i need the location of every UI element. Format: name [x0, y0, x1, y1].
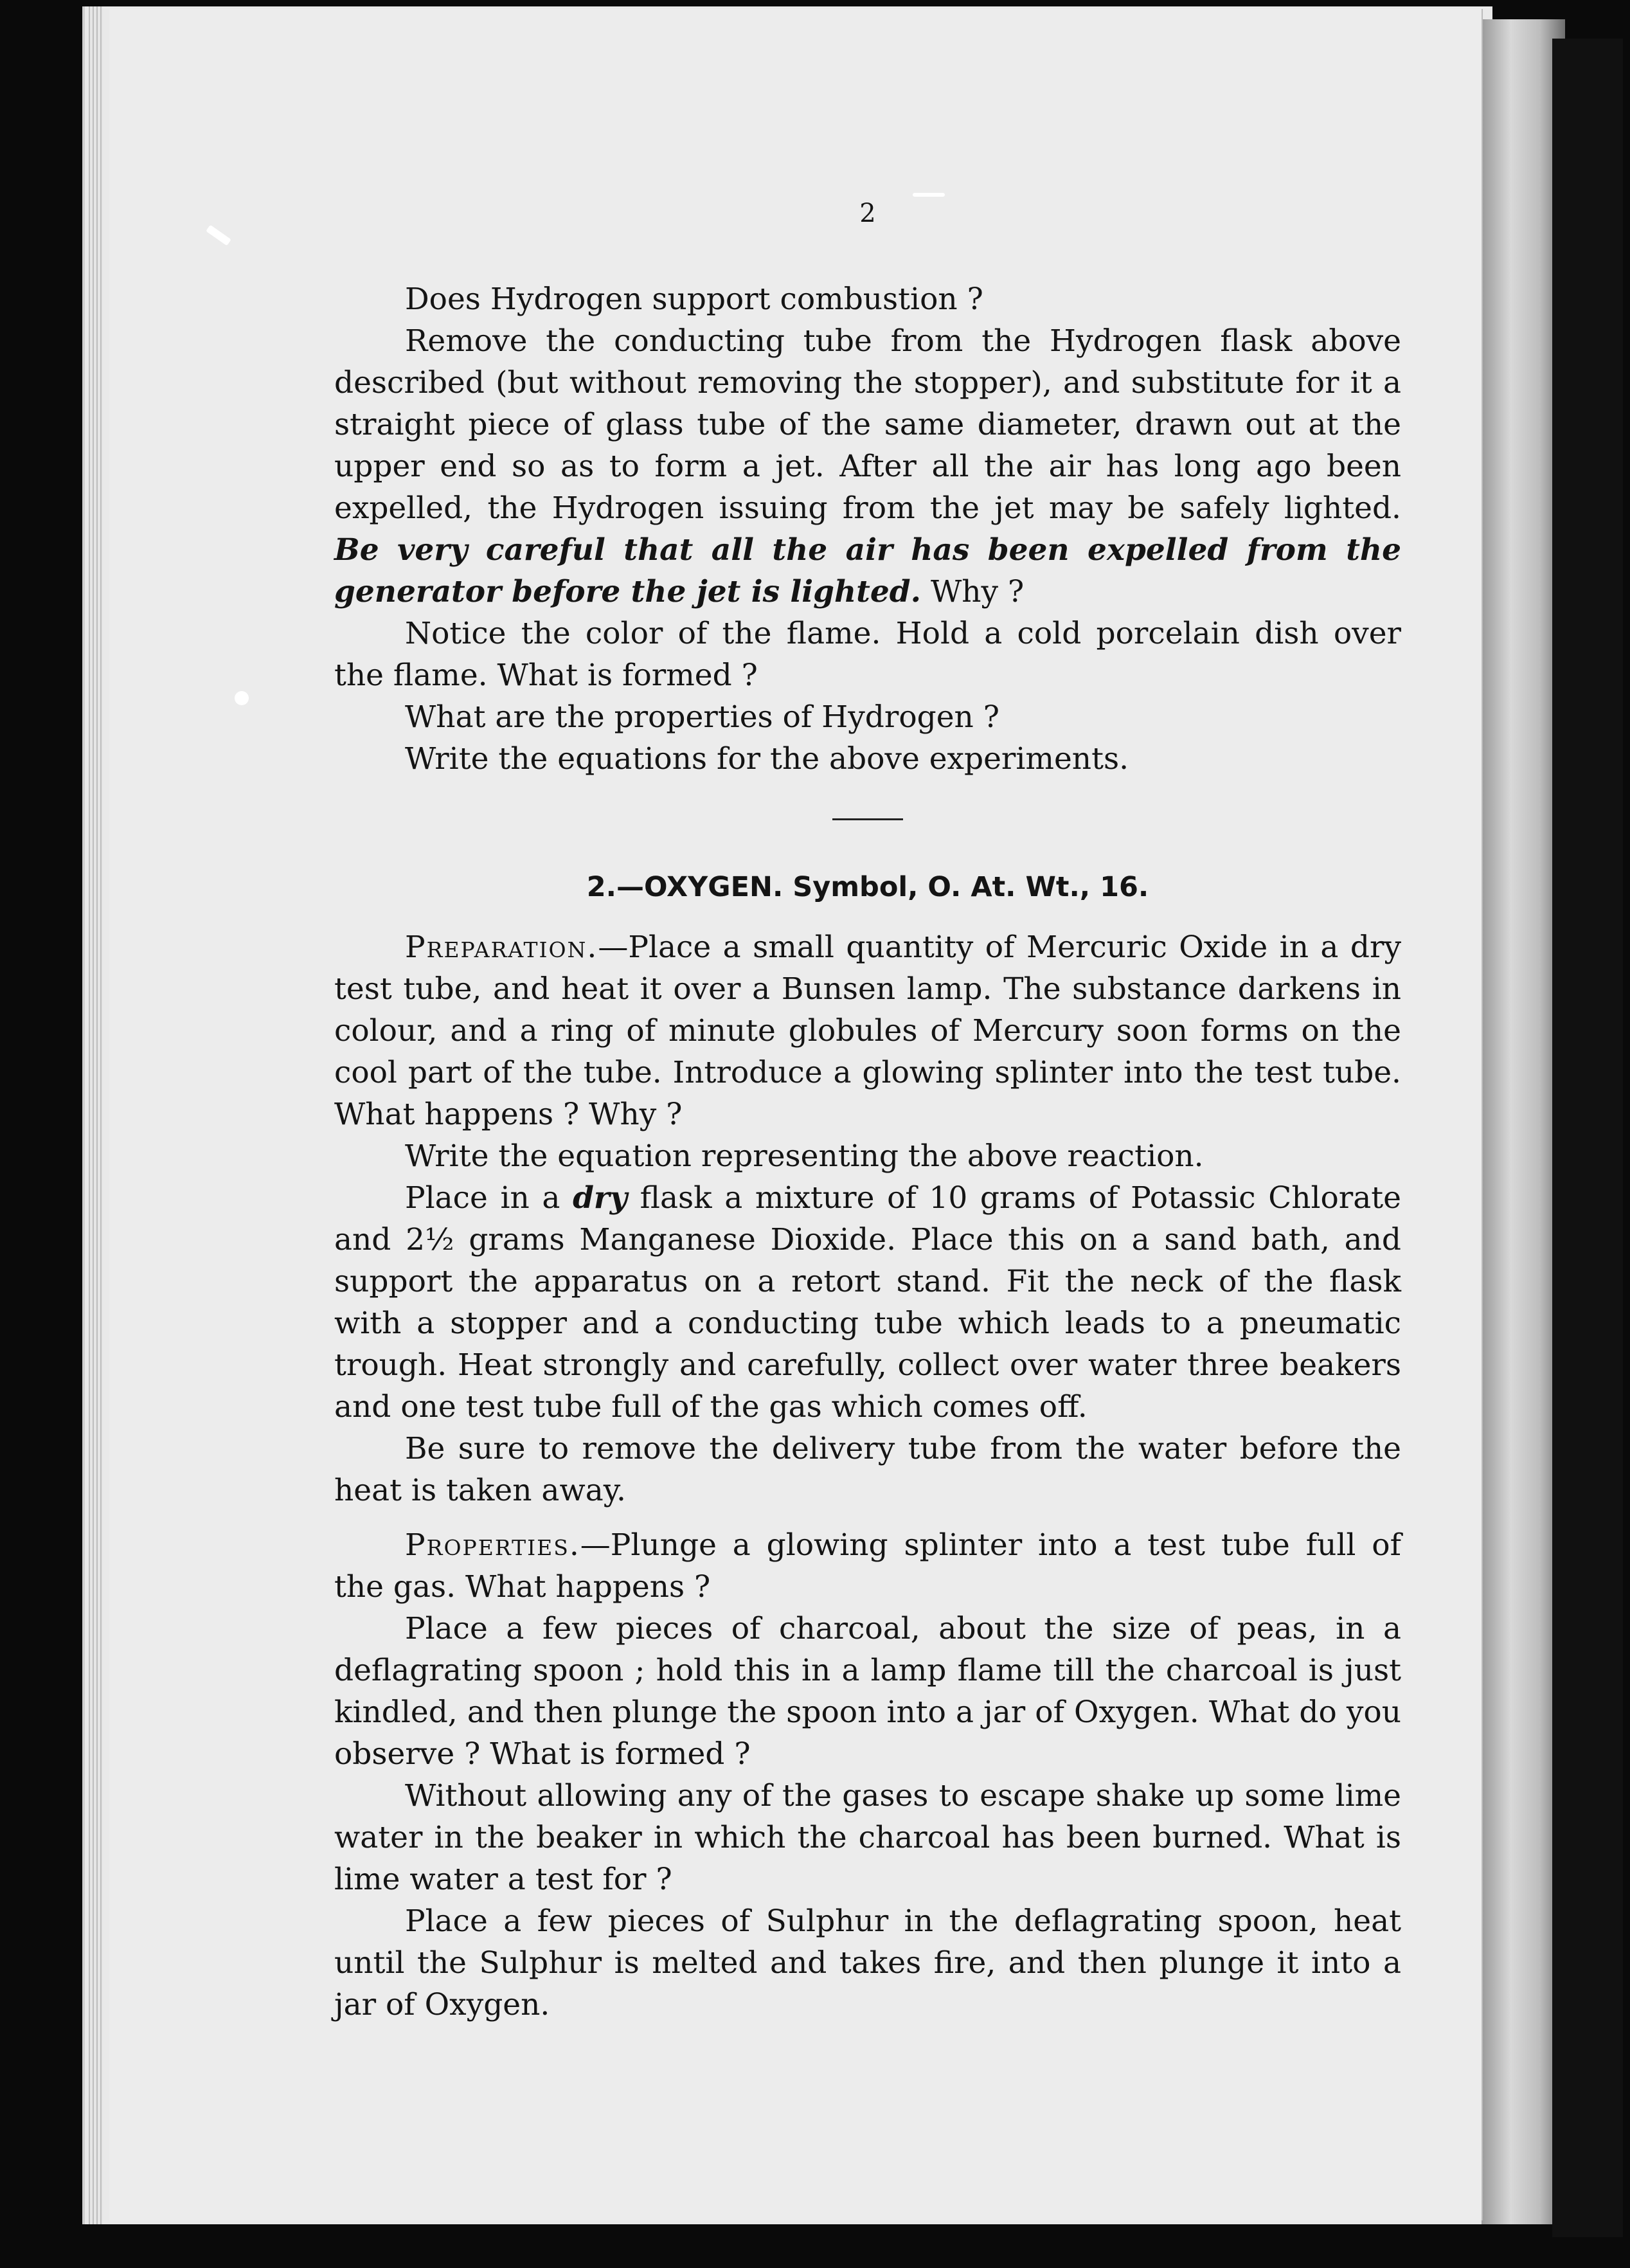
paragraph-text: —Plunge a glowing splinter into a test tube full of the gas. What happens ?	[334, 1527, 1401, 1605]
section-divider	[832, 818, 903, 820]
paragraph: Place a few pieces of Sulphur in the deflagrating spoon, heat until the Sulphur is melted and takes fire, and then plunge it into a jar of Oxygen.	[334, 1904, 1401, 2022]
paragraph-text: flask a mixture of 10 grams of Potassic Chlorate and 2½ grams Manganese Dioxide. Place this on a sand bath, and support the apparatus on a retort stand. Fit the neck of the flask with a stopper and a conducting tube which leads to a pneumatic trough. Heat strongly and carefully, collect over water three beakers and one test tube full of the gas which comes off.	[334, 1180, 1401, 1425]
paragraph: Write the equations for the above experiments.	[405, 741, 1129, 777]
paragraph	[334, 320, 1401, 613]
paragraph: Does Hydrogen support combustion ?	[405, 282, 983, 317]
paragraph: Place a few pieces of charcoal, about the size of peas, in a deflagrating spoon ; hold this in a lamp flame till the charcoal is just kindled, and then plunge the spoon into a jar of Oxygen. What do you observe ? What is formed ?	[334, 1611, 1401, 1772]
paragraph-text: Place in a	[405, 1180, 573, 1216]
page-number: 2	[859, 199, 876, 228]
paragraph-text: Remove the conducting tube from the Hydrogen flask above described (but without removing the stopper), and substitute for it a straight piece of glass tube of the same diameter, drawn out at the upper end so as to form a jet. After all the air has long ago been expelled, the Hydrogen issuing from the jet may be safely lighted.	[334, 323, 1401, 526]
section-heading: 2.—OXYGEN. Symbol, O. At. Wt., 16.	[586, 871, 1149, 903]
paragraph	[334, 1177, 1401, 1428]
warning-text: Be very careful that all the air has been expelled from the generator before the jet is lighted.	[334, 532, 1401, 609]
paragraph	[334, 1524, 1401, 1608]
paragraph: Write the equation representing the above reaction.	[405, 1138, 1204, 1174]
paragraph: Notice the color of the flame. Hold a cold porcelain dish over the flame. What is formed ?	[334, 616, 1401, 693]
paragraph: Without allowing any of the gases to escape shake up some lime water in the beaker in which the charcoal has been burned. What is lime water a test for ?	[334, 1778, 1401, 1897]
paragraph	[334, 926, 1401, 1135]
paragraph-text: —Place a small quantity of Mercuric Oxide in a dry test tube, and heat it over a Bunsen lamp. The substance darkens in colour, and a ring of minute globules of Mercury soon forms on the cool part of the tube. Introduce a glowing splinter into the test tube. What happens ? Why ?	[334, 930, 1401, 1132]
paragraph-gap	[334, 1511, 1401, 1524]
run-in-label: Properties.	[405, 1527, 580, 1563]
book-spine-dark	[1552, 39, 1623, 2237]
dust-mark	[235, 691, 249, 705]
emphasis-text: dry	[573, 1180, 627, 1216]
paragraph-text: Why ?	[921, 574, 1025, 609]
paragraph: What are the properties of Hydrogen ?	[405, 699, 999, 735]
page-text	[334, 193, 1401, 2026]
paragraph: Be sure to remove the delivery tube from the water before the heat is taken away.	[334, 1431, 1401, 1508]
run-in-label: Preparation.	[405, 930, 598, 965]
